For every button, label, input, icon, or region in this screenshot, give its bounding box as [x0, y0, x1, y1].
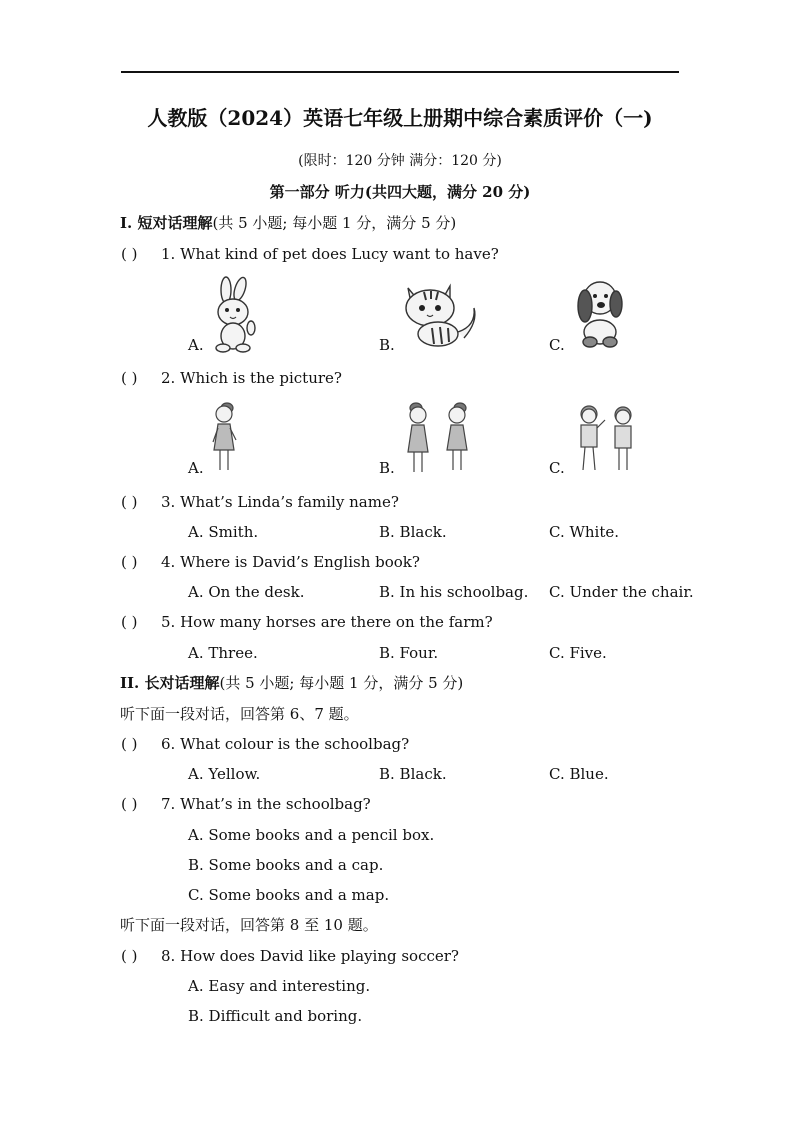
- option-5b[interactable]: B. Four.: [379, 644, 439, 662]
- answer-blank[interactable]: ( ): [121, 553, 138, 571]
- page-title: 人教版（2024）英语七年级上册期中综合素质评价（一): [147, 106, 653, 130]
- section-1-title: I. 短对话理解: [120, 214, 213, 232]
- option-2a[interactable]: A.: [188, 459, 204, 477]
- option-4a[interactable]: A. On the desk.: [188, 583, 305, 601]
- option-1a[interactable]: A.: [188, 336, 204, 354]
- option-2b[interactable]: B.: [379, 459, 395, 477]
- one-girl-icon[interactable]: [209, 402, 241, 476]
- cat-icon[interactable]: [398, 278, 482, 352]
- option-5c[interactable]: C. Five.: [549, 644, 607, 662]
- top-rule: [121, 71, 679, 73]
- option-1b[interactable]: B.: [379, 336, 395, 354]
- question-6: [121, 737, 409, 752]
- option-6c[interactable]: C. Blue.: [549, 765, 609, 783]
- section-2-note: (共 5 小题; 每小题 1 分，满分 5 分): [219, 674, 464, 692]
- question-text: 1. What kind of pet does Lucy want to have?: [161, 245, 499, 263]
- two-girls-icon[interactable]: [402, 402, 474, 476]
- option-3c[interactable]: C. White.: [549, 523, 620, 541]
- option-3b[interactable]: B. Black.: [379, 523, 447, 541]
- question-8: [121, 949, 459, 964]
- option-8a[interactable]: A. Easy and interesting.: [188, 977, 371, 995]
- question-text: 6. What colour is the schoolbag?: [161, 735, 410, 753]
- answer-blank[interactable]: ( ): [121, 735, 138, 753]
- question-text: 2. Which is the picture?: [161, 369, 342, 387]
- option-7c[interactable]: C. Some books and a map.: [188, 886, 390, 904]
- section-2-heading: [120, 676, 463, 691]
- option-6b[interactable]: B. Black.: [379, 765, 447, 783]
- option-2c[interactable]: C.: [549, 459, 565, 477]
- answer-blank[interactable]: ( ): [121, 245, 138, 263]
- question-text: 4. Where is David’s English book?: [161, 553, 420, 571]
- two-boys-icon[interactable]: [573, 402, 639, 476]
- question-text: 7. What’s in the schoolbag?: [161, 795, 371, 813]
- dog-icon[interactable]: [570, 278, 630, 352]
- time-score-limit: (限时：120 分钟 满分：120 分): [298, 153, 502, 169]
- instruction-q6-7: 听下面一段对话，回答第 6、7 题。: [120, 705, 359, 723]
- question-7: [121, 797, 371, 812]
- option-8b[interactable]: B. Difficult and boring.: [188, 1007, 363, 1025]
- option-1c[interactable]: C.: [549, 336, 565, 354]
- answer-blank[interactable]: ( ): [121, 613, 138, 631]
- instruction-q8-10: 听下面一段对话，回答第 8 至 10 题。: [120, 916, 378, 934]
- question-3: [121, 495, 399, 510]
- option-5a[interactable]: A. Three.: [188, 644, 258, 662]
- option-7b[interactable]: B. Some books and a cap.: [188, 856, 384, 874]
- question-text: 5. How many horses are there on the farm?: [161, 613, 493, 631]
- rabbit-icon[interactable]: [206, 276, 262, 354]
- option-4c[interactable]: C. Under the chair.: [549, 583, 694, 601]
- answer-blank[interactable]: ( ): [121, 493, 138, 511]
- answer-blank[interactable]: ( ): [121, 795, 138, 813]
- question-5: [121, 615, 493, 630]
- option-6a[interactable]: A. Yellow.: [188, 765, 261, 783]
- part-one-heading: 第一部分 听力(共四大题，满分 20 分): [269, 183, 531, 201]
- question-text: 3. What’s Linda’s family name?: [161, 493, 399, 511]
- option-7a[interactable]: A. Some books and a pencil box.: [188, 826, 435, 844]
- section-1-note: (共 5 小题; 每小题 1 分，满分 5 分): [212, 214, 457, 232]
- option-3a[interactable]: A. Smith.: [188, 523, 259, 541]
- question-4: [121, 555, 420, 570]
- question-text: 8. How does David like playing soccer?: [161, 947, 459, 965]
- section-2-title: II. 长对话理解: [120, 674, 220, 692]
- section-1-heading: [120, 216, 456, 231]
- question-1: [121, 247, 499, 262]
- question-2: [121, 371, 342, 386]
- answer-blank[interactable]: ( ): [121, 947, 138, 965]
- answer-blank[interactable]: ( ): [121, 369, 138, 387]
- option-4b[interactable]: B. In his schoolbag.: [379, 583, 529, 601]
